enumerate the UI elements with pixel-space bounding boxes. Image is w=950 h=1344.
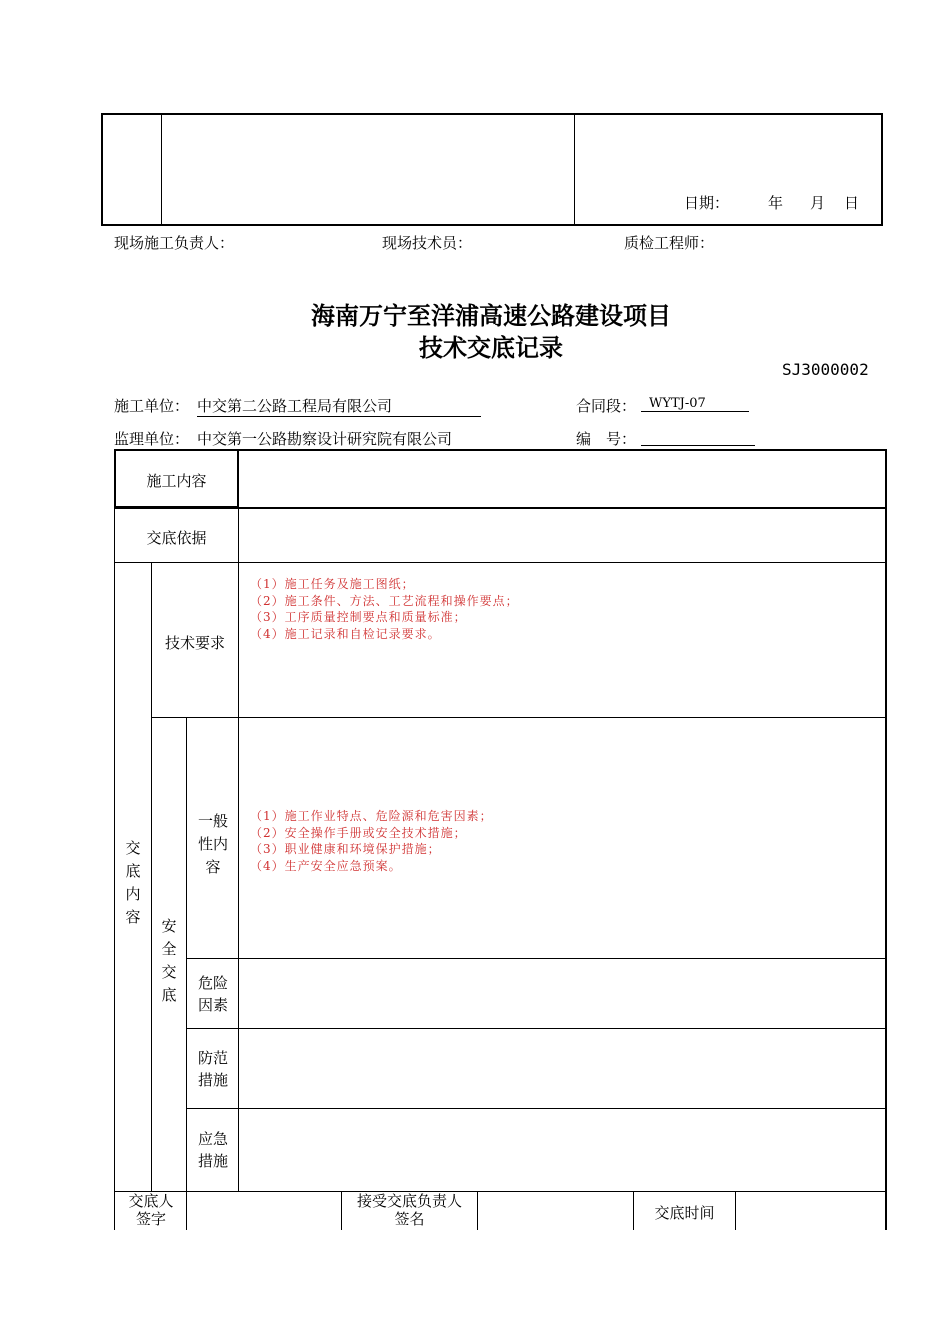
disclosure-time-label: 交底时间 bbox=[654, 1204, 715, 1222]
date-day: 日 bbox=[844, 194, 860, 212]
receiver-signature-cell[interactable] bbox=[478, 1192, 633, 1230]
contractor-label: 施工单位： bbox=[114, 397, 190, 415]
qc-engineer-label: 质检工程师： bbox=[624, 234, 715, 252]
tech-requirements-list[interactable] bbox=[250, 576, 870, 642]
tech-item: （1）施工任务及施工图纸； bbox=[250, 577, 415, 591]
safety-disclosure-label: 安全交底 bbox=[161, 917, 177, 1004]
receiver-signature-label: 接受交底负责人 签名 bbox=[356, 1192, 462, 1228]
form-code: SJ3000002 bbox=[782, 360, 869, 379]
general-item: （4）生产安全应急预案。 bbox=[250, 858, 402, 873]
site-lead-label: 现场施工负责人： bbox=[114, 234, 235, 252]
tech-item: （4）施工记录和自检记录要求。 bbox=[250, 626, 441, 641]
date-year: 年 bbox=[768, 194, 784, 212]
section-value: WYTJ-07 bbox=[641, 396, 749, 412]
supervisor-label: 监理单位： bbox=[114, 430, 190, 448]
supervisor-value: 中交第一公路勘察设计研究院有限公司 bbox=[197, 430, 453, 448]
date-label: 日期： bbox=[684, 194, 730, 212]
construction-content-label: 施工内容 bbox=[146, 472, 207, 490]
general-item: （3）职业健康和环境保护措施； bbox=[250, 842, 441, 856]
tech-item: （3）工序质量控制要点和质量标准； bbox=[250, 610, 467, 624]
tech-item: （2）施工条件、方法、工艺流程和操作要点； bbox=[250, 593, 519, 608]
prevention-label: 防范措施 bbox=[197, 1049, 228, 1089]
hazards-label: 危险因素 bbox=[197, 974, 228, 1014]
discloser-signature-cell[interactable] bbox=[188, 1192, 341, 1230]
construction-content-cell[interactable] bbox=[240, 451, 885, 507]
hazards-cell[interactable] bbox=[240, 960, 885, 1027]
page-subtitle: 技术交底记录 bbox=[419, 333, 563, 362]
date-month: 月 bbox=[810, 194, 826, 212]
discloser-signature-label: 交底人 签字 bbox=[128, 1192, 174, 1228]
top-signature-box bbox=[101, 113, 883, 226]
disclosure-content-label: 交底内容 bbox=[125, 839, 141, 926]
site-tech-label: 现场技术员： bbox=[382, 234, 473, 252]
prevention-cell[interactable] bbox=[240, 1030, 885, 1107]
number-field bbox=[641, 444, 755, 446]
tech-requirements-label: 技术要求 bbox=[164, 634, 225, 652]
contractor-value: 中交第二公路工程局有限公司 bbox=[197, 395, 481, 417]
section-label: 合同段： bbox=[576, 397, 637, 415]
basis-cell[interactable] bbox=[240, 509, 885, 561]
page-title: 海南万宁至洋浦高速公路建设项目 bbox=[311, 301, 671, 330]
general-item: （2）安全操作手册或安全技术措施； bbox=[250, 825, 467, 840]
general-content-label: 一般性内容 bbox=[197, 812, 228, 876]
disclosure-time-cell[interactable] bbox=[736, 1192, 885, 1230]
general-content-list[interactable] bbox=[250, 808, 870, 874]
emergency-cell[interactable] bbox=[240, 1110, 885, 1190]
emergency-label: 应急措施 bbox=[197, 1130, 228, 1170]
number-label: 编 号： bbox=[576, 430, 637, 448]
general-item: （1）施工作业特点、危险源和危害因素； bbox=[250, 809, 493, 823]
basis-label: 交底依据 bbox=[146, 529, 207, 547]
